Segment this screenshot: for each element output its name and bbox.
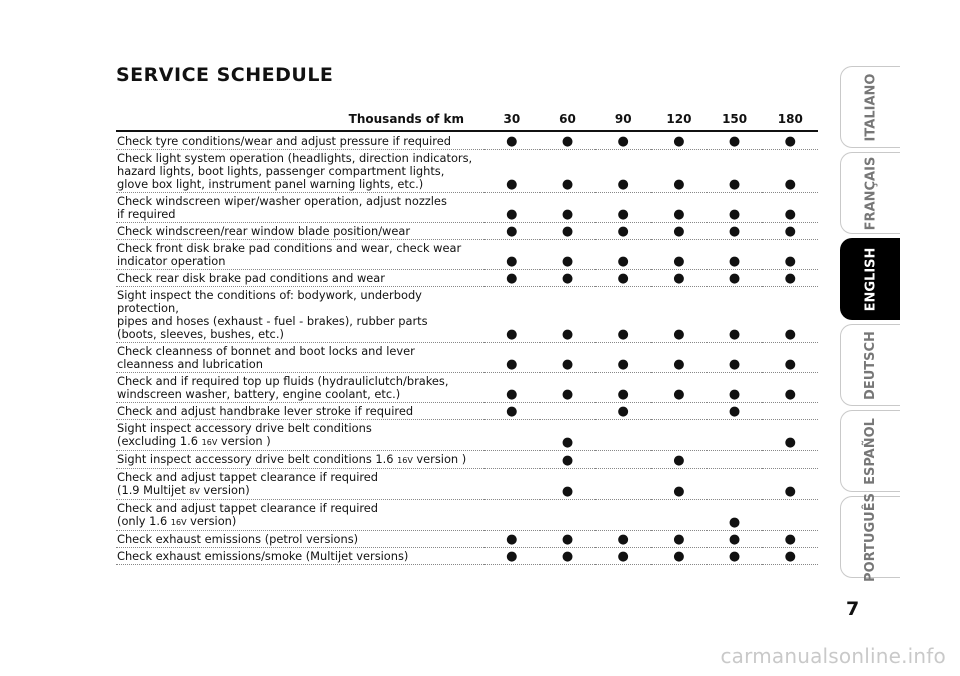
table-row [116,131,818,150]
service-mark-150: ● [707,131,763,150]
task-line: Check and adjust tappet clearance if required [117,501,379,515]
service-mark-120: ● [651,270,707,287]
empty-cell-180 [762,451,818,469]
task-line: Check and adjust handbrake lever stroke if required [117,404,414,418]
empty-cell-60 [540,403,596,420]
empty-cell-150 [707,469,763,500]
lang-tab-label: ESPAÑOL [863,417,879,485]
task-line: cleanness and lubrication [117,357,263,371]
service-mark-30: ● [484,373,540,403]
service-mark-90: ● [595,240,651,270]
task-line: (1.9 Multijet 8V version) [117,483,250,497]
service-mark-180: ● [762,420,818,451]
table-row [116,403,818,420]
task-line: glove box light, instrument panel warning lights, etc.) [117,177,424,191]
lang-tab-label: ENGLISH [863,247,879,311]
service-mark-60: ● [540,223,596,240]
task-description [116,403,484,420]
header-col-180: 180 [762,108,818,131]
task-description [116,373,484,403]
table-row [116,531,818,548]
task-line: Check exhaust emissions (petrol versions) [117,532,359,546]
service-mark-60: ● [540,270,596,287]
table-row [116,287,818,343]
table-row [116,500,818,531]
service-mark-180: ● [762,469,818,500]
service-mark-150: ● [707,343,763,373]
service-mark-120: ● [651,531,707,548]
service-mark-120: ● [651,451,707,469]
task-description [116,469,484,500]
table-row [116,373,818,403]
task-description [116,451,484,469]
task-line: Check light system operation (headlights, direction indicators, [117,151,473,165]
empty-cell-30 [484,500,540,531]
header-col-120: 120 [651,108,707,131]
table-row [116,469,818,500]
service-mark-90: ● [595,150,651,193]
service-mark-60: ● [540,531,596,548]
task-description [116,131,484,150]
service-mark-60: ● [540,548,596,565]
service-mark-120: ● [651,223,707,240]
table-row [116,451,818,469]
service-mark-60: ● [540,150,596,193]
lang-tab-español[interactable] [840,410,900,492]
task-line: (only 1.6 16V version) [117,514,237,528]
empty-cell-120 [651,500,707,531]
lang-tab-label: ITALIANO [863,73,878,141]
empty-cell-90 [595,420,651,451]
service-mark-150: ● [707,403,763,420]
task-line: Check exhaust emissions/smoke (Multijet versions) [117,549,409,563]
service-mark-30: ● [484,240,540,270]
service-mark-60: ● [540,193,596,223]
task-line: Sight inspect the conditions of: bodywork, underbody protection, [117,288,422,315]
lang-tab-english[interactable] [840,238,900,320]
service-mark-120: ● [651,150,707,193]
service-mark-180: ● [762,270,818,287]
table-row [116,223,818,240]
task-line: pipes and hoses (exhaust - fuel - brakes), rubber parts [117,314,428,328]
task-line: windscreen washer, battery, engine coolant, etc.) [117,387,401,401]
version-suffix: 16V [170,518,187,527]
service-mark-90: ● [595,531,651,548]
service-mark-150: ● [707,193,763,223]
header-col-150: 150 [707,108,763,131]
service-mark-150: ● [707,500,763,531]
service-mark-90: ● [595,287,651,343]
empty-cell-30 [484,420,540,451]
service-mark-150: ● [707,240,763,270]
task-description [116,343,484,373]
service-mark-120: ● [651,240,707,270]
service-mark-30: ● [484,531,540,548]
service-mark-150: ● [707,548,763,565]
service-mark-30: ● [484,223,540,240]
table-row [116,150,818,193]
service-mark-90: ● [595,343,651,373]
lang-tab-label: PORTUGUÊS [863,492,878,582]
version-suffix: 8V [189,487,200,496]
table-row [116,548,818,565]
service-mark-30: ● [484,193,540,223]
task-line: Check windscreen/rear window blade position/wear [117,224,411,238]
task-description [116,531,484,548]
task-line: indicator operation [117,254,226,268]
service-mark-60: ● [540,131,596,150]
empty-cell-150 [707,451,763,469]
task-description [116,270,484,287]
empty-cell-30 [484,451,540,469]
service-mark-150: ● [707,150,763,193]
task-description [116,240,484,270]
service-mark-150: ● [707,223,763,240]
task-description [116,420,484,451]
schedule-body [116,131,818,565]
service-mark-90: ● [595,270,651,287]
task-line: Check tyre conditions/wear and adjust pressure if required [117,134,451,148]
service-mark-30: ● [484,548,540,565]
service-mark-30: ● [484,150,540,193]
header-row [116,108,818,131]
service-mark-180: ● [762,531,818,548]
service-mark-60: ● [540,240,596,270]
service-schedule-table [116,108,818,565]
task-description [116,223,484,240]
table-row [116,270,818,287]
header-col-90: 90 [595,108,651,131]
service-mark-180: ● [762,193,818,223]
service-mark-120: ● [651,131,707,150]
page-title: SERVICE SCHEDULE [116,64,334,86]
service-mark-90: ● [595,223,651,240]
service-mark-90: ● [595,548,651,565]
empty-cell-120 [651,403,707,420]
language-tabs [840,66,900,582]
task-line: Check front disk brake pad conditions and wear, check wear [117,241,462,255]
service-mark-60: ● [540,451,596,469]
lang-tab-deutsch[interactable] [840,324,900,406]
task-line: Check windscreen wiper/washer operation, adjust nozzles [117,194,447,208]
task-description [116,287,484,343]
service-mark-60: ● [540,287,596,343]
version-suffix: 16V [397,456,413,465]
lang-tab-label: DEUTSCH [863,330,879,400]
service-mark-120: ● [651,373,707,403]
lang-tab-français[interactable] [840,152,900,234]
service-mark-180: ● [762,287,818,343]
empty-cell-30 [484,469,540,500]
service-mark-180: ● [762,223,818,240]
task-line: hazard lights, boot lights, passenger compartment lights, [117,164,445,178]
service-mark-30: ● [484,343,540,373]
service-mark-150: ● [707,287,763,343]
task-description [116,193,484,223]
watermark: carmanualsonline.info [720,644,946,668]
empty-cell-90 [595,500,651,531]
service-mark-90: ● [595,403,651,420]
task-line: (excluding 1.6 16V version ) [117,434,271,448]
service-mark-90: ● [595,131,651,150]
service-mark-180: ● [762,150,818,193]
table-row [116,240,818,270]
table-row [116,420,818,451]
task-description [116,150,484,193]
empty-cell-120 [651,420,707,451]
lang-tab-italiano[interactable] [840,66,900,148]
service-mark-150: ● [707,373,763,403]
task-line: Sight inspect accessory drive belt conditions 1.6 16V version ) [117,452,467,466]
lang-tab-português[interactable] [840,492,900,582]
service-mark-180: ● [762,373,818,403]
service-mark-120: ● [651,469,707,500]
service-mark-180: ● [762,548,818,565]
service-mark-60: ● [540,343,596,373]
table-row [116,343,818,373]
task-line: Check and adjust tappet clearance if required [117,470,379,484]
service-mark-30: ● [484,287,540,343]
version-suffix: 16V [201,438,218,447]
empty-cell-150 [707,420,763,451]
header-label-thousands-of-km: Thousands of km [116,108,484,131]
empty-cell-180 [762,500,818,531]
task-line: (boots, sleeves, bushes, etc.) [117,327,284,341]
service-mark-60: ● [540,420,596,451]
task-line: if required [117,207,176,221]
service-mark-30: ● [484,270,540,287]
task-line: Check cleanness of bonnet and boot locks and lever [117,344,415,358]
service-mark-60: ● [540,469,596,500]
service-mark-120: ● [651,287,707,343]
task-description [116,500,484,531]
task-line: Sight inspect accessory drive belt conditions [117,421,372,435]
service-mark-90: ● [595,373,651,403]
empty-cell-180 [762,403,818,420]
service-mark-150: ● [707,270,763,287]
service-mark-180: ● [762,343,818,373]
service-mark-120: ● [651,193,707,223]
service-mark-30: ● [484,131,540,150]
header-col-60: 60 [540,108,596,131]
task-description [116,548,484,565]
empty-cell-60 [540,500,596,531]
service-mark-30: ● [484,403,540,420]
lang-tab-label: FRANÇAIS [863,156,879,230]
service-mark-120: ● [651,343,707,373]
page-number: 7 [846,598,860,620]
service-mark-180: ● [762,240,818,270]
service-mark-90: ● [595,193,651,223]
task-line: Check and if required top up fluids (hydrauliclutch/brakes, [117,374,449,388]
service-mark-150: ● [707,531,763,548]
service-mark-60: ● [540,373,596,403]
service-mark-120: ● [651,548,707,565]
empty-cell-90 [595,469,651,500]
header-col-30: 30 [484,108,540,131]
empty-cell-90 [595,451,651,469]
table-row [116,193,818,223]
service-mark-180: ● [762,131,818,150]
task-line: Check rear disk brake pad conditions and wear [117,271,385,285]
